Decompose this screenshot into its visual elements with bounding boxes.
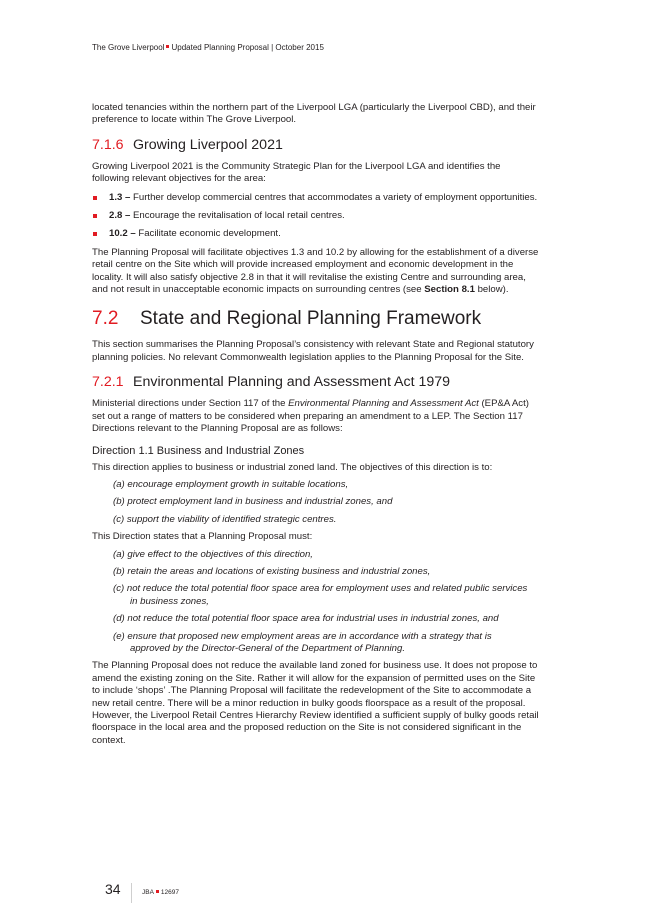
objective-text: Encourage the revitalisation of local retail centres. bbox=[130, 210, 345, 222]
paragraph-text: (EP&A Act) set out a range of matters to be considered when preparing an amendment to a LEP. The Section 117 Directions relevant to the Planning Proposal are as follows: bbox=[92, 398, 529, 435]
red-bullet-icon bbox=[166, 45, 169, 48]
objective-number: 1.3 – bbox=[109, 191, 131, 203]
section-title: Environmental Planning and Assessment Act 1979 bbox=[133, 374, 451, 391]
list-item: (a) encourage employment growth in suitable locations, bbox=[113, 478, 349, 490]
main-content bbox=[92, 102, 540, 747]
intro-paragraph: located tenancies within the northern part of the Liverpool LGA (particularly the Liverpool CBD), and their preference to locate within The Grove Liverpool. bbox=[92, 102, 536, 126]
list-item: (a) give effect to the objectives of this direction, bbox=[113, 548, 313, 560]
footer-divider bbox=[131, 883, 132, 903]
heading-7-2-1 bbox=[92, 374, 540, 391]
heading-7-2 bbox=[92, 308, 540, 330]
list-item bbox=[92, 192, 540, 204]
header-subtitle: Updated Planning Proposal | October 2015 bbox=[171, 43, 324, 52]
page-footer bbox=[105, 883, 205, 903]
heading-7-1-6 bbox=[92, 137, 540, 154]
objective-number: 2.8 – bbox=[109, 210, 131, 222]
job-number: 12697 bbox=[160, 889, 179, 896]
section-title: State and Regional Planning Framework bbox=[140, 308, 482, 330]
list-item: (e) ensure that proposed new employment areas are in accordance with a strategy that is approved by the Director-General of the Department of Planning. bbox=[113, 630, 492, 654]
objective-number: 10.2 – bbox=[109, 228, 136, 240]
paragraph-text: The Planning Proposal will facilitate objectives 1.3 and 10.2 by allowing for the establishment of a diverse retail centre on the Site which will provide increased employment and economic development in the locality. It will also satisfy objective 2.8 in that it will revitalise the existing Centre and surrounding area, and not result in unacceptable economic impacts on surrounding centres (see bbox=[92, 246, 539, 296]
footer-reference bbox=[142, 889, 179, 896]
growing-liverpool-conclusion bbox=[92, 247, 540, 297]
red-bullet-icon bbox=[93, 232, 97, 236]
list-item: (c) not reduce the total potential floor space area for employment uses and related public services in business zones, bbox=[113, 583, 528, 607]
growing-liverpool-intro: Growing Liverpool 2021 is the Community Strategic Plan for the Liverpool LGA and identifies the following relevant objectives for the area: bbox=[92, 160, 501, 185]
direction-intro: This direction applies to business or industrial zoned land. The objectives of this direction is to: bbox=[92, 461, 493, 473]
section-reference: Section 8.1 bbox=[424, 284, 475, 296]
red-bullet-icon bbox=[93, 196, 97, 200]
org-name: JBA bbox=[142, 889, 154, 896]
objective-text: Facilitate economic development. bbox=[135, 228, 281, 240]
direction-1-1-heading: Direction 1.1 Business and Industrial Zones bbox=[92, 444, 305, 457]
section-number: 7.2.1 bbox=[92, 374, 124, 391]
paragraph-text: below). bbox=[474, 284, 509, 296]
section-title: Growing Liverpool 2021 bbox=[133, 136, 283, 153]
direction-requirements-intro: This Direction states that a Planning Proposal must: bbox=[92, 531, 313, 543]
list-item bbox=[92, 228, 540, 240]
red-bullet-icon bbox=[156, 890, 159, 893]
list-item bbox=[92, 210, 540, 222]
list-item: (c) support the viability of identified strategic centres. bbox=[113, 513, 337, 525]
list-item: (d) not reduce the total potential floor space area for industrial uses in industrial zones, and bbox=[113, 613, 499, 625]
list-item: (b) retain the areas and locations of existing business and industrial zones, bbox=[113, 565, 431, 577]
section-number: 7.1.6 bbox=[92, 136, 124, 153]
running-header bbox=[92, 43, 324, 52]
act-title: Environmental Planning and Assessment Act bbox=[288, 398, 479, 410]
page-number: 34 bbox=[105, 881, 121, 897]
ministerial-directions-paragraph bbox=[92, 398, 540, 435]
direction-requirements-list bbox=[92, 549, 540, 656]
header-title: The Grove Liverpool bbox=[92, 43, 165, 52]
section-number: 7.2 bbox=[92, 308, 119, 330]
list-item: (b) protect employment land in business and industrial zones, and bbox=[113, 496, 393, 508]
direction-assessment-paragraph: The Planning Proposal does not reduce the available land zoned for business use. It does not propose to amend the existing zoning on the Site. Rather it will allow for the expansion of permitted uses on the Site to include ‘shops’ .The Planning Proposal will facilitate the redevelopment of the Site to accommodate a new retail centre. There will be a minor reduction in bulky goods floorspace as a result of the proposal. However, the Liverpool Retail Centres Hierarchy Review identified a sufficient supply of bulky goods retail floorspace in the local area and the proposed reduction on the Site is not considered significant in the context. bbox=[92, 660, 539, 746]
state-regional-paragraph: This section summarises the Planning Proposal’s consistency with relevant State and Regional statutory planning policies. No relevant Commonwealth legislation applies to the Planning Proposal for the Site. bbox=[92, 339, 534, 363]
direction-objectives-list bbox=[92, 479, 540, 526]
objective-text: Further develop commercial centres that accommodates a variety of employment opportunities. bbox=[130, 191, 538, 203]
paragraph-text: Ministerial directions under Section 117 of the bbox=[92, 398, 289, 410]
objectives-list bbox=[92, 192, 540, 241]
red-bullet-icon bbox=[93, 214, 97, 218]
